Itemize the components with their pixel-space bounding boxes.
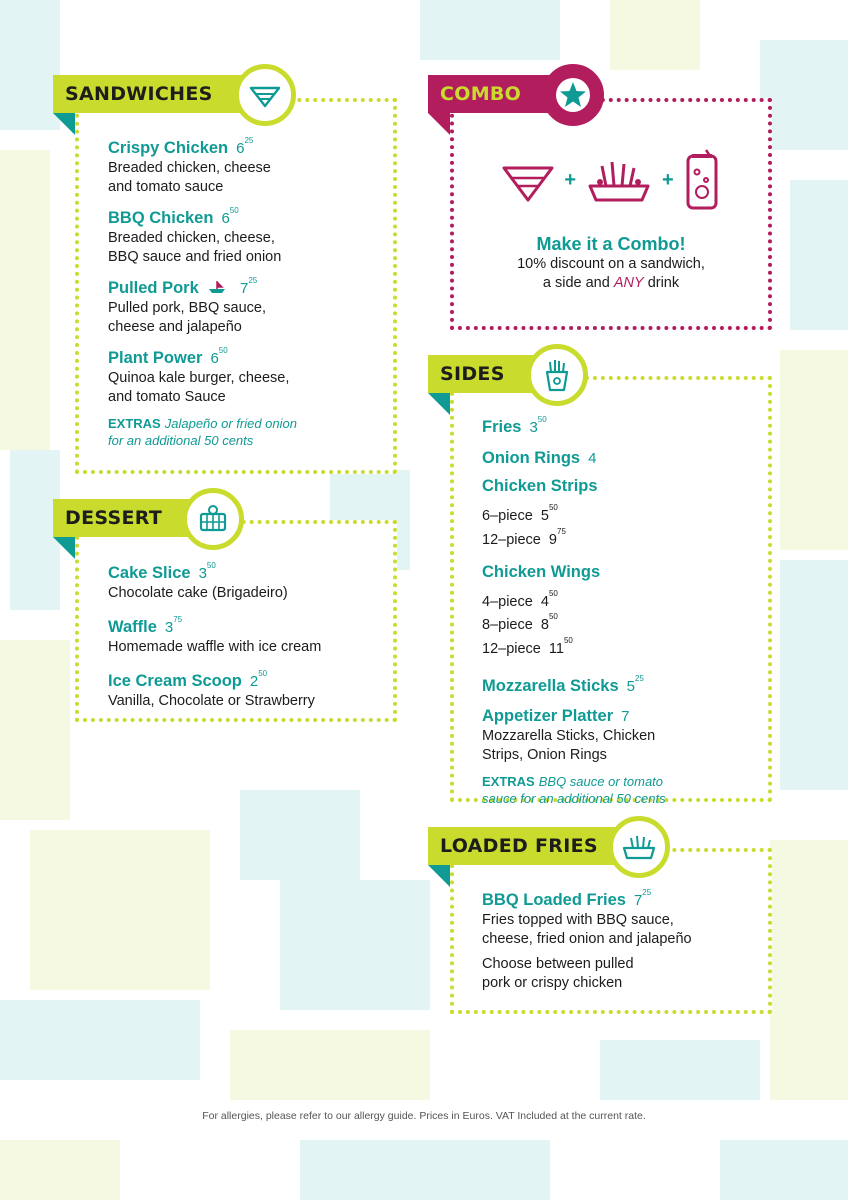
extras-label: EXTRAS (482, 774, 535, 790)
dessert-title: DESSERT (65, 507, 163, 529)
sandwiches-banner-fold (53, 113, 75, 135)
item-name: Waffle (108, 618, 157, 636)
sandwich-icon (500, 152, 556, 208)
menu-item (482, 703, 762, 765)
item-description: Strips, Onion Rings (482, 747, 607, 764)
menu-item (108, 205, 388, 267)
item-price: $6^{50}$ (210, 346, 228, 367)
sandwiches-title: SANDWICHES (65, 83, 213, 105)
item-name: BBQ Loaded Fries (482, 891, 626, 909)
dessert-banner-fold (53, 537, 75, 559)
sides-extras (482, 773, 762, 790)
item-price: $3^{75}$ (164, 615, 183, 636)
price-option: 12–piece $11^{50}$ (482, 636, 573, 658)
item-name: Ice Cream Scoop (108, 672, 242, 690)
extras-text: sauce for an additional 50 cents (482, 791, 666, 807)
item-description: cheese, fried onion and jalapeño (482, 931, 692, 947)
item-name: Fries (482, 418, 522, 436)
item-description: cheese and jalapeño (108, 319, 242, 335)
sandwiches-extras (108, 415, 388, 432)
dessert-badge (182, 488, 244, 550)
sides-banner-fold (428, 393, 450, 415)
combo-heading: Make it a Combo! (536, 234, 686, 254)
item-note: pork or crispy chicken (482, 975, 623, 991)
item-price: $7^{25}$ (633, 888, 652, 909)
menu-item (108, 614, 388, 657)
star-icon (555, 77, 591, 113)
combo-badge (542, 64, 604, 126)
loaded-fries-list (482, 887, 762, 993)
menu-item (108, 135, 388, 197)
soda-can-icon (682, 148, 722, 212)
item-description: Vanilla, Chocolate or Strawberry (108, 693, 315, 709)
loaded-fries-badge (608, 816, 670, 878)
item-price: $2^{50}$ (249, 669, 268, 690)
fries-icon (541, 358, 573, 392)
allergy-footer: For allergies, please refer to our allergy guide. Prices in Euros. VAT Included at the current rate. (202, 1110, 646, 1122)
extras-text: for an additional 50 cents (108, 433, 254, 448)
item-name: Crispy Chicken (108, 139, 229, 157)
plus-sign: + (662, 168, 674, 191)
item-name: Chicken Strips (482, 477, 598, 495)
item-description: Breaded chicken, cheese, (108, 230, 275, 246)
menu-item (482, 445, 762, 469)
menu-item (108, 275, 388, 337)
item-name: BBQ Chicken (108, 209, 214, 227)
loaded-fries-icon (584, 152, 654, 208)
extras-text: Jalapeño or fried onion (164, 416, 297, 431)
item-description: Pulled pork, BBQ sauce, (108, 300, 266, 316)
item-description: Quinoa kale burger, cheese, (108, 370, 290, 386)
item-description: BBQ sauce and fried onion (108, 249, 282, 265)
item-price: 7 (621, 708, 630, 726)
menu-item (482, 673, 762, 697)
price-option: 8–piece $8^{50}$ (482, 612, 558, 634)
sandwiches-list (108, 135, 388, 449)
item-name: Mozzarella Sticks (482, 677, 619, 696)
item-name: Chicken Wings (482, 562, 601, 581)
combo-description: a side and ANY drink (542, 275, 680, 291)
menu-item (108, 560, 388, 603)
item-name: Appetizer Platter (482, 707, 614, 726)
item-price: $3^{50}$ (529, 415, 547, 436)
item-price: $5^{25}$ (626, 674, 644, 696)
loaded-fries-banner-fold (428, 865, 450, 887)
chef-special-icon (207, 279, 227, 295)
item-description: Mozzarella Sticks, Chicken (482, 728, 656, 745)
loaded-fries-icon (621, 832, 657, 862)
item-price: $7^{25}$ (239, 276, 258, 297)
price-option: 4–piece $4^{50}$ (482, 588, 558, 610)
combo-body (454, 140, 768, 293)
menu-item (108, 668, 388, 711)
sandwiches-badge (234, 64, 296, 126)
item-description: Breaded chicken, cheese (108, 160, 271, 176)
extras-text: BBQ sauce or tomato (538, 774, 664, 790)
item-price: $6^{25}$ (236, 136, 254, 157)
combo-description: 10% discount on a sandwich, (517, 256, 705, 272)
sides-list (482, 414, 762, 807)
sandwiches-banner (53, 75, 263, 113)
menu-item (108, 345, 388, 407)
combo-banner-fold (428, 113, 450, 135)
combo-any-emphasis: ANY (613, 275, 644, 291)
item-name: Cake Slice (108, 564, 191, 582)
item-name: Onion Rings (482, 449, 581, 467)
item-description: and tomato Sauce (108, 389, 226, 405)
item-description: Chocolate cake (Brigadeiro) (108, 585, 288, 601)
extras-label: EXTRAS (108, 416, 161, 431)
combo-icons (454, 140, 768, 220)
sandwich-icon (248, 78, 282, 112)
menu-item (482, 414, 762, 438)
item-price: 4 (588, 450, 597, 467)
loaded-fries-title: LOADED FRIES (440, 835, 598, 857)
menu-item (482, 887, 762, 949)
item-name: Plant Power (108, 349, 203, 367)
loaded-fries-banner (428, 827, 628, 865)
sides-badge (526, 344, 588, 406)
sides-title: SIDES (440, 363, 505, 385)
dessert-list (108, 560, 388, 719)
item-price: $3^{50}$ (198, 561, 216, 582)
item-note: Choose between pulled (482, 956, 634, 972)
item-description: Fries topped with BBQ sauce, (482, 912, 674, 928)
price-option: 6–piece $5^{50}$ (482, 503, 558, 524)
item-description: and tomato sauce (108, 179, 224, 195)
waffle-icon (196, 502, 230, 536)
combo-title: COMBO (440, 83, 522, 105)
plus-sign: + (564, 168, 576, 191)
price-option: 12–piece $9^{75}$ (482, 526, 566, 548)
item-price: $6^{50}$ (221, 206, 239, 227)
item-description: Homemade waffle with ice cream (108, 639, 322, 655)
item-name: Pulled Pork (108, 279, 199, 297)
